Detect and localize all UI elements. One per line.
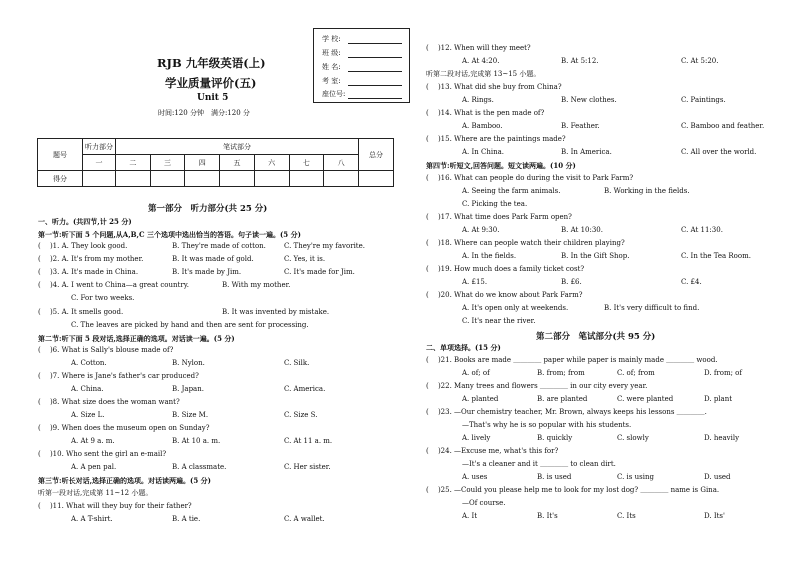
q18-c: C. In the Tea Room. [681, 252, 751, 260]
q15-c: C. All over the world. [681, 148, 757, 156]
q11-c: C. A wallet. [284, 515, 325, 523]
q19-a: A. £15. [462, 278, 488, 286]
q17: ( )17. What time does Park Farm open? [426, 213, 572, 221]
q23-d: D. heavily [704, 434, 740, 442]
q23-a: A. lively [462, 434, 491, 442]
q12: ( )12. When will they meet? [426, 44, 531, 52]
q11-b: B. A tie. [172, 515, 201, 523]
unit-label: Unit 5 [197, 93, 229, 103]
time-score: 时间:120 分钟 满分:120 分 [158, 109, 250, 117]
q6-b: B. Nylon. [172, 359, 205, 367]
q16-a: A. Seeing the farm animals. [462, 187, 561, 195]
col-4: 四 [185, 155, 220, 171]
q25-a: A. It [462, 512, 478, 520]
q18: ( )18. Where can people watch their children playing? [426, 239, 625, 247]
q21-c: C. of; from [617, 369, 655, 377]
q17-a: A. At 9:30. [462, 226, 500, 234]
q16-b: B. Working in the fields. [604, 187, 690, 195]
q4-c: C. For two weeks. [71, 294, 135, 302]
title-line-1: RJB 九年级英语(上) [157, 56, 266, 70]
seat-field[interactable] [348, 90, 402, 99]
col-5: 五 [220, 155, 255, 171]
student-info-box [313, 28, 410, 103]
q14-c: C. Bamboo and feather. [681, 122, 765, 130]
score-cell[interactable] [359, 171, 394, 187]
q7-b: B. Japan. [172, 385, 204, 393]
info-name: 姓 名: [322, 63, 341, 71]
q20-a: A. It's open only at weekends. [462, 304, 569, 312]
section-4-instr: 第四节:听短文,回答问题。短文读两遍。(10 分) [426, 161, 576, 170]
q24-reply: —It's a cleaner and it ＿＿＿＿ to clean dirt. [462, 460, 616, 468]
q20-c: C. It's near the river. [462, 317, 536, 325]
q3-b: B. It's made by Jim. [172, 268, 242, 276]
col-6: 六 [254, 155, 289, 171]
q4: ( )4. A. I went to China—a great country. [38, 281, 189, 289]
q10-a: A. A pen pal. [71, 463, 117, 471]
cell-zongfen: 总分 [359, 139, 394, 171]
cell-bishi: 笔试部分 [116, 139, 359, 155]
q22-b: B. are planted [537, 395, 588, 403]
part2-heading: 第二部分 笔试部分(共 95 分) [536, 332, 656, 342]
q25-c: C. Its [617, 512, 636, 520]
q5: ( )5. A. It smells good. [38, 308, 124, 316]
title-line-2: 学业质量评价(五) [165, 76, 257, 90]
q9: ( )9. When does the museum open on Sunday? [38, 424, 210, 432]
q22: ( )22. Many trees and flowers ＿＿＿＿ in our city every year. [426, 382, 648, 390]
q17-c: C. At 11:30. [681, 226, 723, 234]
q25: ( )25. —Could you please help me to look for my lost dog? ＿＿＿＿ name is Gina. [426, 486, 720, 494]
q5-b: B. It was invented by mistake. [222, 308, 330, 316]
q11: ( )11. What will they buy for their father? [38, 502, 192, 510]
part1-heading: 第一部分 听力部分(共 25 分) [148, 204, 268, 214]
q13: ( )13. What did she buy from China? [426, 83, 562, 91]
q20: ( )20. What do we know about Park Farm? [426, 291, 583, 299]
q6-c: C. Silk. [284, 359, 310, 367]
q8-c: C. Size S. [284, 411, 318, 419]
q3-c: C. It's made for Jim. [284, 268, 355, 276]
q19: ( )19. How much does a family ticket cost? [426, 265, 585, 273]
q24-c: C. is using [617, 473, 654, 481]
score-cell[interactable] [324, 171, 359, 187]
q12-a: A. At 4:20. [462, 57, 500, 65]
q7: ( )7. Where is Jane's father's car produced? [38, 372, 199, 380]
q17-b: B. At 10:30. [561, 226, 603, 234]
col-2: 二 [116, 155, 151, 171]
room-field[interactable] [348, 77, 402, 86]
q24: ( )24. —Excuse me, what's this for? [426, 447, 559, 455]
q24-b: B. is used [537, 473, 572, 481]
score-cell[interactable] [289, 171, 324, 187]
section-3-instr: 第三节:听长对话,选择正确的选项。对话读两遍。(5 分) [38, 476, 211, 485]
q1: ( )1. A. They look good. [38, 242, 128, 250]
q13-c: C. Paintings. [681, 96, 726, 104]
col-3: 三 [150, 155, 185, 171]
col-8: 八 [324, 155, 359, 171]
q10-c: C. Her sister. [284, 463, 331, 471]
q19-b: B. £6. [561, 278, 582, 286]
q2: ( )2. A. It's from my mother. [38, 255, 144, 263]
section-listening: 一、听力。(共四节,计 25 分) [38, 217, 132, 226]
q5-c: C. The leaves are picked by hand and then are sent for processing. [71, 321, 309, 329]
info-school: 学 校: [322, 35, 341, 43]
dialog-2-instr: 听第二段对话,完成第 13~15 小题。 [426, 70, 541, 78]
cell-tingli: 听力部分 [83, 139, 116, 155]
q24-a: A. uses [462, 473, 488, 481]
q18-b: B. In the Gift Shop. [561, 252, 630, 260]
section-1-instr: 第一节:听下面 5 个问题,从A,B,C 三个选项中选出恰当的答语。句子读一遍。(5 分) [38, 230, 301, 239]
q1-b: B. They're made of cotton. [172, 242, 266, 250]
q9-c: C. At 11 a. m. [284, 437, 333, 445]
q13-a: A. Rings. [462, 96, 494, 104]
q25-reply: —Of course. [462, 499, 506, 507]
school-field[interactable] [348, 35, 402, 44]
q11-a: A. A T-shirt. [71, 515, 113, 523]
class-field[interactable] [348, 49, 402, 58]
score-cell[interactable] [150, 171, 185, 187]
q2-c: C. Yes, it is. [284, 255, 326, 263]
q12-c: C. At 5:20. [681, 57, 719, 65]
section-single-choice: 二、单项选择。(15 分) [426, 343, 501, 352]
q22-d: D. plant [704, 395, 733, 403]
q20-b: B. It's very difficult to find. [604, 304, 700, 312]
info-room: 考 室: [322, 77, 341, 85]
score-table [37, 138, 394, 187]
q14-a: A. Bamboo. [462, 122, 503, 130]
q22-c: C. were planted [617, 395, 674, 403]
q25-b: B. It's [537, 512, 558, 520]
q23-reply: —That's why he is so popular with his students. [462, 421, 632, 429]
q23: ( )23. —Our chemistry teacher, Mr. Brown, always keeps his lessons ＿＿＿＿. [426, 408, 707, 416]
q10-b: B. A classmate. [172, 463, 227, 471]
q16: ( )16. What can people do during the visit to Park Farm? [426, 174, 634, 182]
q23-c: C. slowly [617, 434, 649, 442]
q15-a: A. In China. [462, 148, 505, 156]
cell-tihao: 题号 [38, 139, 83, 171]
score-cell[interactable] [254, 171, 289, 187]
q22-a: A. planted [462, 395, 499, 403]
q16-c: C. Picking the tea. [462, 200, 528, 208]
q2-b: B. It was made of gold. [172, 255, 254, 263]
q14-b: B. Feather. [561, 122, 600, 130]
q8: ( )8. What size does the woman want? [38, 398, 180, 406]
q25-d: D. Its' [704, 512, 725, 520]
info-seat: 座位号: [322, 90, 346, 98]
score-cell[interactable] [220, 171, 255, 187]
q18-a: A. In the fields. [462, 252, 517, 260]
q6-a: A. Cotton. [71, 359, 107, 367]
q21-a: A. of; of [462, 369, 490, 377]
q14: ( )14. What is the pen made of? [426, 109, 545, 117]
q10: ( )10. Who sent the girl an e-mail? [38, 450, 167, 458]
q19-c: C. £4. [681, 278, 702, 286]
dialog-1-instr: 听第一段对话,完成第 11~12 小题。 [38, 489, 153, 497]
q21: ( )21. Books are made ＿＿＿＿ paper while paper is mainly made ＿＿＿＿ wood. [426, 356, 718, 364]
q24-d: D. used [704, 473, 731, 481]
score-cell[interactable] [116, 171, 151, 187]
q15: ( )15. Where are the paintings made? [426, 135, 566, 143]
q23-b: B. quickly [537, 434, 573, 442]
section-2-instr: 第二节:听下面 5 段对话,选择正确的选项。对话读一遍。(5 分) [38, 334, 235, 343]
q9-a: A. At 9 a. m. [71, 437, 115, 445]
q1-c: C. They're my favorite. [284, 242, 365, 250]
info-class: 班 级: [322, 49, 341, 57]
q8-b: B. Size M. [172, 411, 209, 419]
q3: ( )3. A. It's made in China. [38, 268, 139, 276]
q15-b: B. In America. [561, 148, 612, 156]
name-field[interactable] [348, 63, 402, 72]
q6: ( )6. What is Sally's blouse made of? [38, 346, 174, 354]
q8-a: A. Size L. [71, 411, 105, 419]
col-1: 一 [83, 155, 116, 171]
q7-c: C. America. [284, 385, 326, 393]
q4-b: B. With my mother. [222, 281, 291, 289]
cell-defen: 得分 [38, 171, 83, 187]
q7-a: A. China. [71, 385, 104, 393]
q21-b: B. from; from [537, 369, 585, 377]
q21-d: D. from; of [704, 369, 742, 377]
q13-b: B. New clothes. [561, 96, 617, 104]
q9-b: B. At 10 a. m. [172, 437, 221, 445]
col-7: 七 [289, 155, 324, 171]
q12-b: B. At 5:12. [561, 57, 599, 65]
score-cell[interactable] [185, 171, 220, 187]
score-cell[interactable] [83, 171, 116, 187]
